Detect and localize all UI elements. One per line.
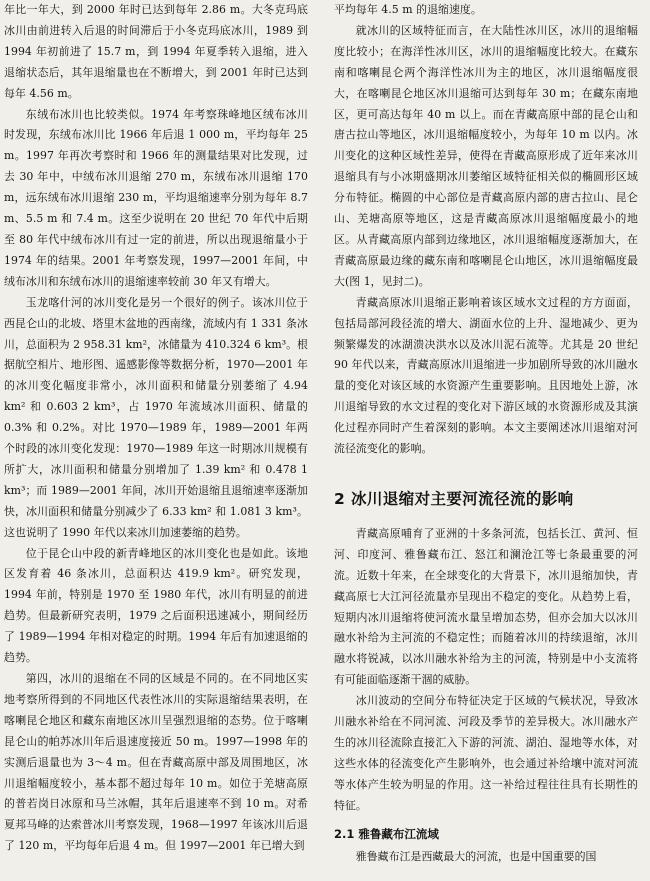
body-paragraph: 位于昆仑山中段的新青峰地区的冰川变化也是如此。该地区发育着 46 条冰川，总面积达 419.9 km²。研究发现，1994 年前，特别是 1970 至 1980 年代，冰川有明显的前进趋势。但最新研究表明，1979 之后面积迅速减小，期间经历了 1989—1994 年相对稳定的时期。1994 年后有加速退缩的趋势。 <box>4 546 308 665</box>
body-paragraph: 就冰川的区域特征而言，在大陆性冰川区，冰川的退缩幅度比较小；在海洋性冰川区，冰川的退缩幅度比较大。在藏东南和喀喇昆仑两个海洋性冰川为主的地区，冰川退缩幅度很大，在喀喇昆仑地区冰川退缩可达到每年 30 m；在藏东南地区，更可高达每年 40 m 以上。而在青藏高原中部的昆仑山和唐古拉山等地区，冰川退缩幅度较小，为每年 10 m 以内。冰川变化的这种区域性差异，使得在青藏高原形成了近年来冰川退缩具有与小冰期盛期冰川萎缩区域特征相关似的椭圆形区域分布特征。椭圆的中心部位是青藏高原内部的唐古拉山、昆仑山、羌塘高原等地区，这是青藏高原冰川退缩幅度最小的地区。从青藏高原内部到边缘地区，冰川退缩幅度逐渐加大，在青藏高原最边缘的藏东南和喀喇昆仑山地区，冰川退缩幅度最大(图 1，见封二)。 <box>334 23 638 288</box>
body-paragraph: 年比一年大，到 2000 年时已达到每年 2.86 m。大冬克玛底冰川由前进转入后退的时间滞后于小冬克玛底冰川，1989 到 1994 年初前进了 15.7 m，到 1994 年夏季转入退缩，进入退缩状态后，其年退缩量也在不断增大，到 2001 年时已达到每年 4.56 m。 <box>4 3 308 100</box>
section-heading: 2 冰川退缩对主要河流径流的影响 <box>334 489 574 508</box>
body-paragraph: 青藏高原哺育了亚洲的十多条河流，包括长江、黄河、恒河、印度河、雅鲁藏布江、怒江和澜沧江等七条最重要的河流。近数十年来，在全球变化的大背景下，冰川退缩加快，青藏高原七大江河径流量亦呈现出不稳定的变化。从趋势上看，短期内冰川退缩将使河流水量呈增加态势，但亦会加大以冰川融水补给为主河流的不稳定性；而随着冰川的持续退缩，冰川融水将锐减，以冰川融水补给为主的河流，特别是中小支流将有可能面临逐渐干涸的威胁。 <box>334 526 638 687</box>
body-paragraph: 雅鲁藏布江是西藏最大的河流，也是中国重要的国 <box>355 849 597 863</box>
body-paragraph: 玉龙喀什河的冰川变化是另一个很好的例子。该冰川位于西昆仑山的北坡、塔里木盆地的西南缘，流域内有 1 331 条冰川，总面积为 2 958.31 km²，冰储量为 410.324 6 km³。根据航空相片、地形图、遥感影像等数据分析，1970—2001 年的冰川变化幅度非常小，冰川面积和储量分别萎缩了 4.94 km² 和 0.603 2 km³，占 1970 年流域冰川面积、储量的 0.3% 和 0.2%。对比 1970—1989 年，1989—2001 年两个时段的冰川变化发现：1970—1989 年这一时期冰川规模有所扩大，冰川面积和储量分别增加了 1.39 km² 和 0.478 1 km³；而 1989—2001 年间，冰川开始退缩且退缩速率逐渐加快，冰川面积和储量分别减少了 6.33 km² 和 1.081 3 km³。这也说明了 1990 年代以来冰川加速萎缩的趋势。 <box>4 295 308 539</box>
body-paragraph: 第四，冰川的退缩在不同的区域是不同的。在不同地区实地考察所得到的不同地区代表性冰川的实际退缩结果表明，在喀喇昆仑地区和藏东南地区冰川呈强烈退缩的态势。位于喀喇昆仑山的帕苏冰川年后退速度接近 50 m。1997—1998 年的实测后退量也为 3～4 m。但在青藏高原中部及周围地区，冰川退缩幅度较小，基本都不超过每年 10 m。如位于羌塘高原的普若岗日冰原和马兰冰帽，其年后退速率不到 10 m。对希夏邦马峰的达索普冰川考察发现，1968—1997 年该冰川后退了 120 m，平均每年后退 4 m。但 1997—2001 年已增大到 <box>4 672 308 853</box>
body-paragraph: 平均每年 4.5 m 的退缩速度。 <box>334 3 482 16</box>
right-column <box>334 0 638 868</box>
subsection-heading: 2.1 雅鲁藏布江流域 <box>334 826 439 841</box>
body-paragraph: 青藏高原冰川退缩正影响着该区域水文过程的方方面面，包括局部河段径流的增大、湖面水位的上升、湿地减少、更为频繁爆发的冰湖溃决洪水以及冰川泥石流等。尤其是 20 世纪 90 年代以来，青藏高原冰川退缩进一步加剧所导致的冰川融水量的变化对该区域的水资源产生重要影响。且因地处上游，冰川退缩导致的水文过程的变化对下游区域的水资源形成及其演化过程亦同时产生着深刻的影响。本文主要阐述冰川退缩对河流径流变化的影响。 <box>334 295 638 456</box>
left-column <box>4 0 308 857</box>
body-paragraph: 东绒布冰川也比较类似。1974 年考察珠峰地区绒布冰川时发现，东绒布冰川比 1966 年后退 1 000 m，平均每年 25 m。1997 年再次考察时和 1966 年的测量结果对比发现，过去 30 年中，中绒布冰川退缩 270 m，东绒布冰川退缩 170 m，远东绒布冰川退缩 230 m，平均退缩速率分别为每年 8.7 m、5.5 m 和 7.4 m。这至少说明在 20 世纪 70 年代中后期至 80 年代中绒布冰川有过一定的前进，所以出现退缩量小于 1974 年的结果。2001 年考察发现，1997—2001 年间，中绒布冰川和东绒布冰川的退缩速率较前 30 年又有增大。 <box>4 107 308 288</box>
body-paragraph: 冰川波动的空间分布特征决定于区域的气候状况，导致冰川融水补给在不同河流、河段及季节的差异极大。冰川融水产生的冰川径流除直接汇入下游的河流、湖泊、湿地等水体，对这些水体的径流变化产生影响外，也会通过补给壤中流对河流等水体产生较为明显的作用。这一补给过程往往具有长期性的特征。 <box>334 694 638 812</box>
